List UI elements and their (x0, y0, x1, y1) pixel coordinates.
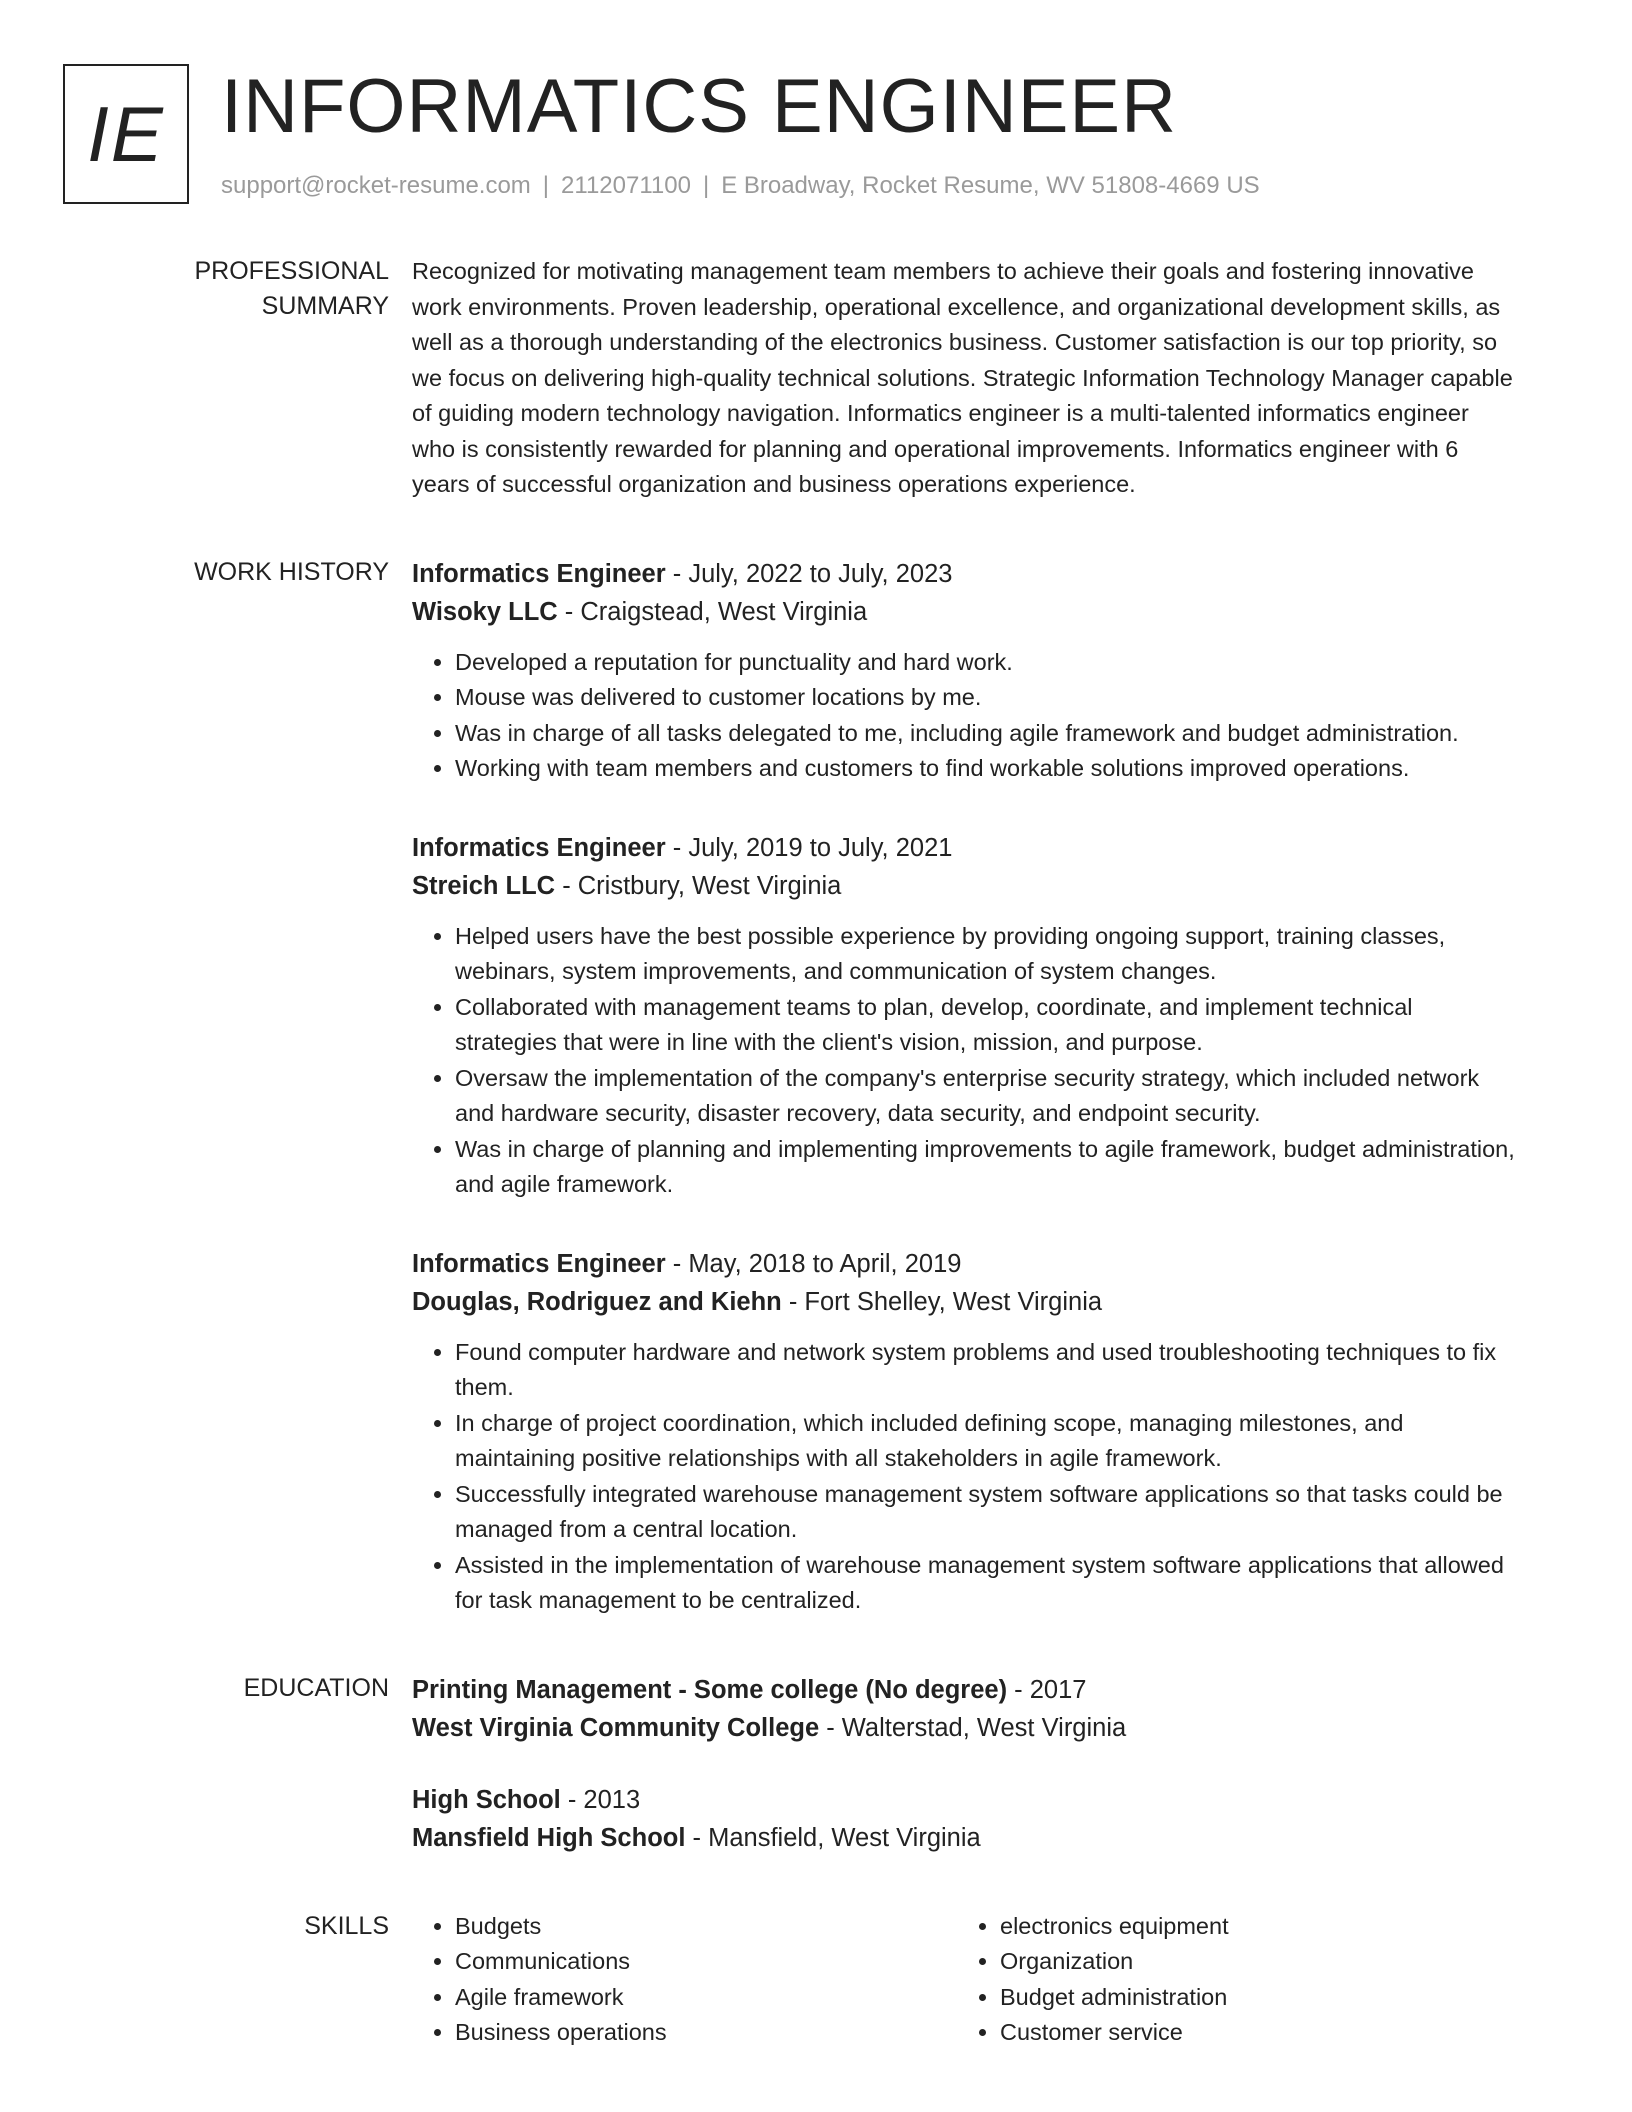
education-year: - 2017 (1007, 1675, 1087, 1704)
education-degree-line (412, 1781, 1518, 1819)
job-role: Informatics Engineer (412, 833, 666, 862)
job-bullet: • Collaborated with management teams to plan, develop, coordinate, and implement technical strategies that were in line with the client's vision, mission, and purpose. (455, 990, 1518, 1061)
job-title-line (412, 1245, 1518, 1283)
job-bullet: • Developed a reputation for punctuality and hard work. (455, 645, 1518, 681)
summary-section (63, 254, 1569, 503)
education-school: Mansfield High School (412, 1823, 686, 1852)
section-title-work: WORK HISTORY (194, 557, 389, 586)
job-entry (412, 1245, 1518, 1619)
job-bullet: • In charge of project coordination, which included defining scope, managing milestones, and maintaining positive relationships with all stakeholders in agile framework. (455, 1406, 1518, 1477)
job-company: Streich LLC (412, 871, 556, 900)
summary-body (412, 254, 1518, 503)
candidate-name: INFORMATICS ENGINEER (221, 64, 1177, 149)
skill-item: • Budgets (455, 1909, 957, 1945)
contact-separator: | (702, 172, 710, 200)
job-location: - Craigstead, West Virginia (557, 597, 868, 626)
education-degree: Printing Management - Some college (No degree) (412, 1675, 1008, 1704)
education-school-line (412, 1709, 1518, 1747)
education-location: - Mansfield, West Virginia (685, 1823, 981, 1852)
skill-item: • Organization (1000, 1944, 1502, 1980)
job-dates: - May, 2018 to April, 2019 (665, 1249, 962, 1278)
job-dates: - July, 2019 to July, 2021 (665, 833, 953, 862)
section-title-summary: PROFESSIONAL SUMMARY (194, 257, 389, 320)
work-body (412, 555, 1518, 1619)
job-entry (412, 829, 1518, 1203)
monogram-logo: IE (63, 64, 189, 204)
skill-item: • Business operations (455, 2015, 957, 2051)
job-bullet: • Assisted in the implementation of warehouse management system software applications that allowed for task management to be centralized. (455, 1548, 1518, 1619)
job-bullet: • Oversaw the implementation of the company's enterprise security strategy, which included network and hardware security, disaster recovery, data security, and endpoint security. (455, 1061, 1518, 1132)
education-entry (412, 1781, 1518, 1857)
skill-item: • Customer service (1000, 2015, 1502, 2051)
job-bullet: • Successfully integrated warehouse management system software applications so that tasks could be managed from a central location. (455, 1477, 1518, 1548)
work-history-section (63, 555, 1569, 1619)
job-company-line (412, 1283, 1518, 1321)
job-bullet: • Found computer hardware and network system problems and used troubleshooting techniques to fix them. (455, 1335, 1518, 1406)
skill-item: • Agile framework (455, 1980, 957, 2016)
skill-item: • Communications (455, 1944, 957, 1980)
education-school-line (412, 1819, 1518, 1857)
section-title-education: EDUCATION (243, 1673, 389, 1702)
job-bullets (412, 1335, 1518, 1619)
resume-header (63, 64, 1569, 204)
job-bullets (412, 919, 1518, 1203)
skills-list-left (412, 1909, 957, 2051)
contact-line (221, 170, 1260, 202)
job-role: Informatics Engineer (412, 559, 666, 588)
header-text (221, 64, 1260, 202)
summary-text: Recognized for motivating management team members to achieve their goals and fostering innovative work environments. Proven leadership, operational excellence, and organizational development skills, as well as a thorough understanding of the electronics business. Customer satisfaction is our top priority, so we focus on delivering high-quality technical solutions. Strategic Information Technology Manager capable of guiding modern technology navigation. Informatics engineer is a multi-talented informatics engineer who is consistently rewarded for planning and operational improvements. Informatics engineer with 6 years of successful organization and business operations experience. (412, 258, 1513, 497)
contact-email: support@rocket-resume.com (221, 172, 531, 200)
job-bullets (412, 645, 1518, 787)
education-school: West Virginia Community College (412, 1713, 820, 1742)
job-role: Informatics Engineer (412, 1249, 666, 1278)
skills-body (412, 1909, 1518, 2051)
job-bullet: • Was in charge of all tasks delegated to me, including agile framework and budget administration. (455, 716, 1518, 752)
job-location: - Cristbury, West Virginia (555, 871, 842, 900)
education-entry (412, 1671, 1518, 1747)
skill-item: • Budget administration (1000, 1980, 1502, 2016)
job-location: - Fort Shelley, West Virginia (781, 1287, 1103, 1316)
education-degree-line (412, 1671, 1518, 1709)
skills-list-right (957, 1909, 1502, 2051)
job-bullet: • Mouse was delivered to customer locations by me. (455, 680, 1518, 716)
job-dates: - July, 2022 to July, 2023 (665, 559, 953, 588)
job-bullet: • Was in charge of planning and implementing improvements to agile framework, budget administration, and agile framework. (455, 1132, 1518, 1203)
contact-separator: | (542, 172, 550, 200)
job-entry (412, 555, 1518, 787)
job-company: Wisoky LLC (412, 597, 558, 626)
section-title-skills: SKILLS (304, 1911, 389, 1940)
education-degree: High School (412, 1785, 561, 1814)
contact-phone: 2112071100 (561, 172, 691, 200)
job-title-line (412, 829, 1518, 867)
job-company-line (412, 593, 1518, 631)
skills-columns (412, 1909, 1518, 2051)
job-company: Douglas, Rodriguez and Kiehn (412, 1287, 782, 1316)
education-year: - 2013 (560, 1785, 641, 1814)
job-title-line (412, 555, 1518, 593)
education-location: - Walterstad, West Virginia (819, 1713, 1127, 1742)
education-section (63, 1671, 1569, 1857)
skill-item: • electronics equipment (1000, 1909, 1502, 1945)
education-body (412, 1671, 1518, 1857)
job-bullet: • Helped users have the best possible experience by providing ongoing support, training classes, webinars, system improvements, and communication of system changes. (455, 919, 1518, 990)
skills-section (63, 1909, 1569, 2051)
job-company-line (412, 867, 1518, 905)
contact-address: E Broadway, Rocket Resume, WV 51808-4669 US (721, 172, 1260, 200)
job-bullet: • Working with team members and customers to find workable solutions improved operations. (455, 751, 1518, 787)
